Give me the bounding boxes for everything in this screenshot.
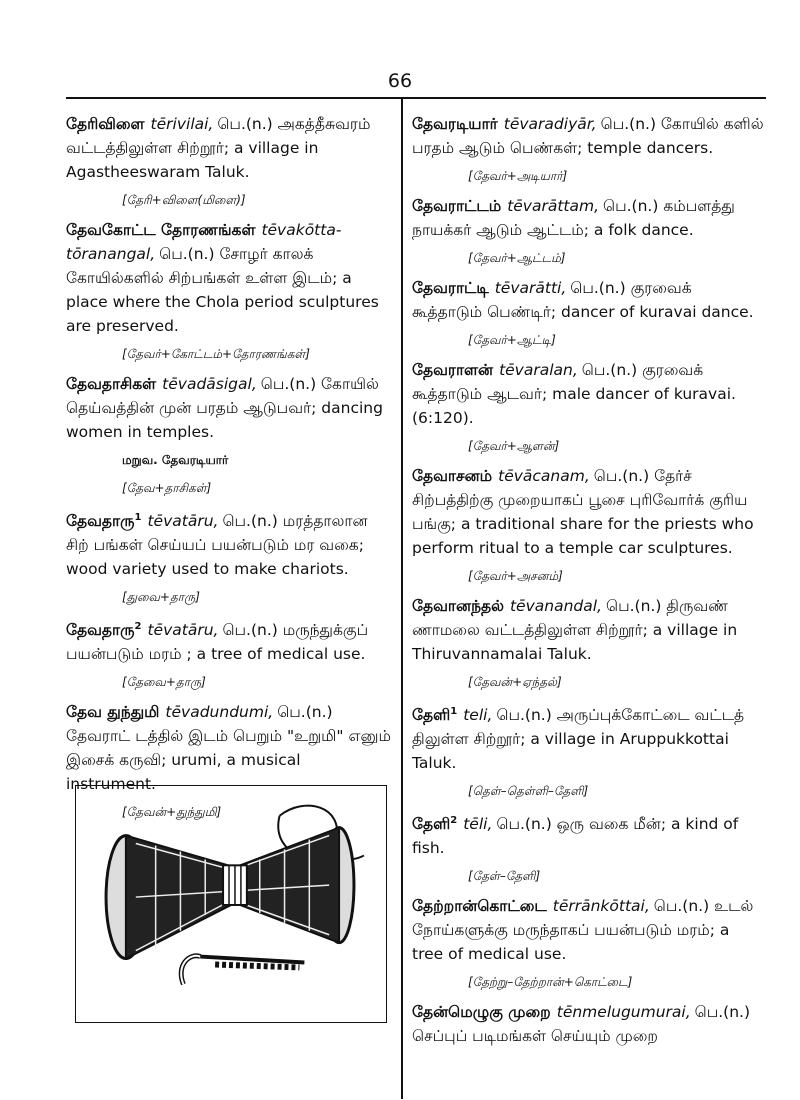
entry-definition <box>66 112 394 184</box>
dictionary-entry <box>412 700 764 803</box>
headword: தேன்மெழுகு முறை <box>412 1003 551 1022</box>
column-divider <box>401 99 403 1099</box>
homograph-number: 1 <box>450 706 458 717</box>
entry-definition <box>412 594 764 666</box>
drum-illustration <box>75 785 387 1023</box>
entry-definition <box>412 464 764 560</box>
etymology: [தேவ+தாசிகள்] <box>122 481 212 495</box>
transliteration: tēvarāttam, <box>507 197 600 215</box>
dictionary-entry <box>66 372 394 500</box>
dictionary-entry <box>412 809 764 888</box>
definition-text: பெ.(n.) கோயில் களில் பரதம் ஆடும் பெண்கள்; temple dancers. <box>412 115 764 157</box>
headword: தேவாசனம் <box>412 467 493 485</box>
headword: தேவகோட்ட தோரணங்கள் <box>66 221 256 239</box>
homograph-number: 2 <box>450 815 458 827</box>
transliteration: tēvaradiyār, <box>503 115 597 133</box>
definition-text: பெ.(n.) செப்புப் படிமங்கள் செய்யும் முறை <box>412 1003 751 1046</box>
dictionary-entry <box>66 218 394 366</box>
headword: தேவதாரு$^1$ <box>66 512 142 531</box>
transliteration: tēvaralan, <box>499 361 578 379</box>
definition-text: பெ.(n.) உடல் நோய்களுக்கு மருந்தாகப் பயன்படும் மரம்; a tree of medical use. <box>412 897 754 964</box>
definition-text: பெ.(n.) அருப்புக்கோட்டை வட்டத் திலுள்ள சிற்றூர்; a village in Aruppukkottai Taluk. <box>412 706 745 773</box>
dictionary-entry <box>66 506 394 609</box>
etymology: [தேவன்+ஏந்தல்] <box>468 675 562 689</box>
transliteration: tērivilai, <box>150 115 214 133</box>
entry-definition <box>412 358 764 430</box>
definition-text: பெ.(n.) தேவராட் டத்தில் இடம் பெறும் "உறுமி" எனும் இசைக் கருவி; urumi, a musical instrument. <box>66 703 392 794</box>
etymology: [தேள்–தேளி] <box>468 869 541 884</box>
dictionary-entry <box>412 194 764 270</box>
definition-text: பெ.(n.) கோயில் தெய்வத்தின் முன் பரதம் ஆடுபவர்; dancing women in temples. <box>66 375 383 441</box>
dictionary-entry <box>412 464 764 588</box>
headword: தேவரடியார் <box>412 115 498 133</box>
header-rule <box>66 97 766 99</box>
headword: தேவராளன் <box>412 361 494 379</box>
transliteration: tēnmelugumurai, <box>556 1003 691 1022</box>
dictionary-entry <box>412 894 764 994</box>
entry-definition <box>412 809 764 860</box>
transliteration: tēvadāsigal, <box>162 375 257 393</box>
dictionary-entry <box>66 615 394 694</box>
etymology: [தேவை+தாரு] <box>122 675 206 690</box>
transliteration: tēvadundumi, <box>165 703 274 722</box>
etymology: [தேரி+விளை(மிளை)] <box>122 193 246 207</box>
synonym-note: மறுவ. தேவரடியார் <box>122 453 229 467</box>
dictionary-entry <box>412 594 764 694</box>
homograph-number: 1 <box>134 512 142 523</box>
transliteration: tēvācanam, <box>498 467 590 485</box>
headword: தேவ துந்துமி <box>66 703 160 722</box>
transliteration: tēvanandal, <box>509 597 602 615</box>
entry-definition <box>412 194 764 242</box>
transliteration: tēvatāru, <box>147 621 219 640</box>
urumi-drum-image <box>76 786 386 1022</box>
entry-definition <box>412 276 764 324</box>
headword: தேவதாசிகள் <box>66 375 157 393</box>
etymology: [தேவர்+ஆட்டி] <box>468 333 556 347</box>
etymology: [துவை+தாரு] <box>122 590 200 605</box>
etymology: [தேற்று–தேற்றான்+கொட்டை] <box>468 975 633 990</box>
transliteration: tēli, <box>463 815 493 834</box>
dictionary-entry <box>412 276 764 352</box>
definition-text: பெ.(n.) மரத்தாலான சிற் பங்கள் செய்யப் பயன்படும் மர வகை; wood variety used to make chariots. <box>66 512 368 579</box>
page-number: 66 <box>387 70 413 92</box>
etymology: [தெள்–தெள்ளி–தேளி] <box>468 784 589 799</box>
headword: தேளி$^1$ <box>412 706 458 725</box>
definition-text: பெ.(n.) ஒரு வகை மீன்; a kind of fish. <box>412 815 739 858</box>
entry-definition <box>412 112 764 160</box>
etymology: [தேவர்+அசனம்] <box>468 569 563 583</box>
etymology: [தேவர்+ஆட்டம்] <box>468 251 566 265</box>
homograph-number: 2 <box>134 621 142 633</box>
definition-text: பெ.(n.) சோழர் காலக் கோயில்களில் சிற்பங்கள் உள்ள இடம்; a place where the Chola period sculptures are preserved. <box>66 245 379 335</box>
entry-definition <box>412 894 764 966</box>
etymology: [தேவர்+கோட்டம்+தோரணங்கள்] <box>122 347 310 361</box>
entry-definition <box>66 615 394 666</box>
definition-text: பெ.(n.) கம்பளத்து நாயக்கர் ஆடும் ஆட்டம்; a folk dance. <box>412 197 735 239</box>
definition-text: பெ.(n.) அகத்தீசுவரம் வட்டத்திலுள்ள சிற்றூர்; a village in Agastheeswaram Taluk. <box>66 115 371 181</box>
entry-definition <box>66 700 394 796</box>
etymology: [தேவர்+அடியார்] <box>468 169 568 183</box>
dictionary-entry <box>412 358 764 458</box>
entry-definition <box>66 218 394 338</box>
headword: தேரிவிளை <box>66 115 145 133</box>
dictionary-entry <box>412 1000 764 1048</box>
transliteration: tēvarātti, <box>494 279 567 297</box>
entry-definition <box>412 1000 764 1048</box>
etymology: [தேவர்+ஆளன்] <box>468 439 560 453</box>
right-column <box>412 112 764 1050</box>
headword: தேளி$^2$ <box>412 815 458 834</box>
headword: தேற்றான்கொட்டை <box>412 897 547 916</box>
etymology: [தேவன்+துந்துமி] <box>122 805 222 820</box>
transliteration: teli, <box>463 706 493 725</box>
dictionary-entry <box>66 112 394 212</box>
headword: தேவதாரு$^2$ <box>66 621 142 640</box>
transliteration: tēvakōtta-tōranangal, <box>66 221 342 263</box>
entry-definition <box>412 700 764 775</box>
transliteration: tērrānkōttai, <box>552 897 650 916</box>
definition-text: பெ.(n.) மருந்துக்குப் பயன்படும் மரம் ; a tree of medical use. <box>66 621 369 664</box>
headword: தேவராட்டி <box>412 279 489 297</box>
left-column <box>66 112 394 830</box>
definition-text: பெ.(n.) திருவண் ணாமலை வட்டத்திலுள்ள சிற்றூர்; a village in Thiruvannamalai Taluk. <box>412 597 738 663</box>
definition-text: பெ.(n.) குரவைக் கூத்தாடும் பெண்டிர்; dancer of kuravai dance. <box>412 279 754 321</box>
entry-definition <box>66 506 394 581</box>
headword: தேவானந்தல் <box>412 597 504 615</box>
entry-definition <box>66 372 394 444</box>
headword: தேவராட்டம் <box>412 197 502 215</box>
definition-text: பெ.(n.) குரவைக் கூத்தாடும் ஆடவர்; male dancer of kuravai. (6:120). <box>412 361 736 427</box>
transliteration: tēvatāru, <box>147 512 219 531</box>
dictionary-entry <box>412 112 764 188</box>
definition-text: பெ.(n.) தேர்ச் சிற்பத்திற்கு முறையாகப் பூசை புரிவோர்க் குரிய பங்கு; a traditional share for the priests who perform ritual to a temple car sculptures. <box>412 467 754 557</box>
